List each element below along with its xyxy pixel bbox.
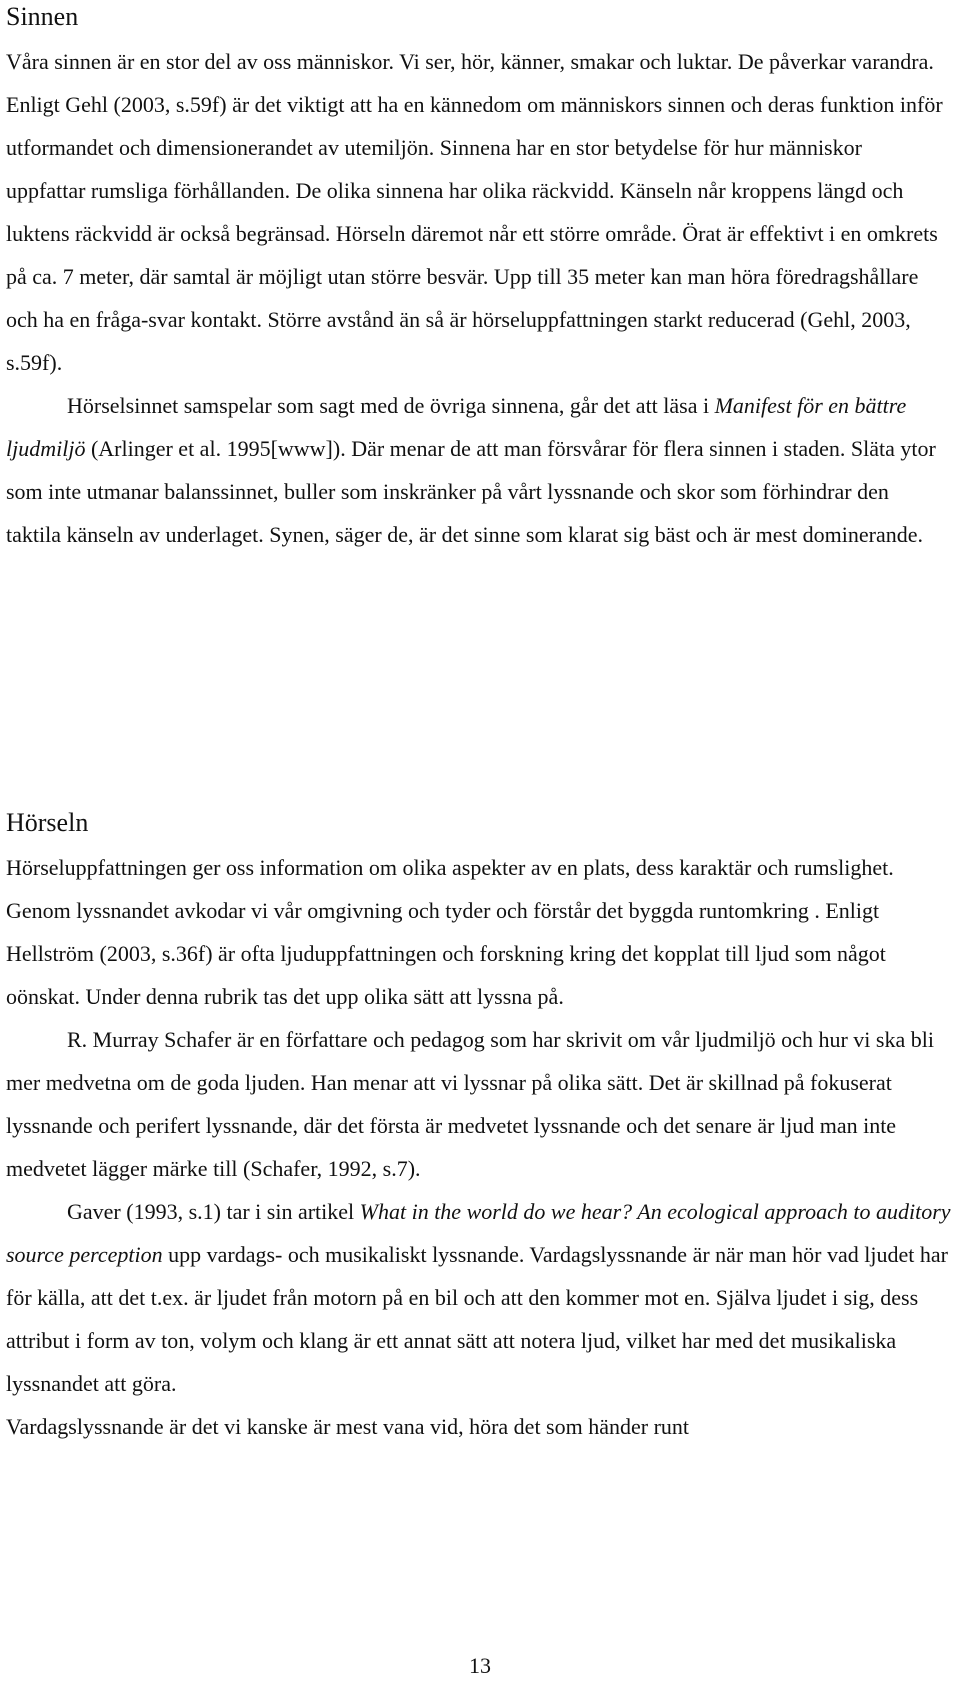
section-body-sinnen [6, 40, 946, 556]
page-number: 13 [469, 1653, 491, 1678]
paragraph-text: upp vardags- och musikaliskt lyssnande. Vardagslyssnande är när man hör vad ljudet har för källa, att det t.ex. är ljudet från motorn på en bil och att den kommer mot en. Själva ljudet i sig, dess attribut i form av ton, volym och klang är ett annat sätt att notera ljud, vilket har med det musikaliska lyssnandet att göra. [6, 1242, 948, 1396]
paragraph: Hörseluppfattningen ger oss information om olika aspekter av en plats, dess karaktär och rumslighet. Genom lyssnandet avkodar vi vår omgivning och tyder och förstår det byggda runtomkring . Enligt Hellström (2003, s.36f) är ofta ljuduppfattningen och forskning kring det kopplat till ljud som något oönskat. Under denna rubrik tas det upp olika sätt att lyssna på. [6, 855, 894, 1009]
paragraph-text: (Arlinger et al. 1995[www]). Där menar de att man försvårar för flera sinnen i staden. Släta ytor som inte utmanar balanssinnet, buller som inskränker på vårt lyssnande och skor som förhindrar den taktila känseln av underlaget. Synen, säger de, är det sinne som klarat sig bäst och är mest dominerande. [6, 436, 936, 547]
paragraph [6, 1190, 954, 1405]
section-body-horseln [6, 846, 954, 1448]
paragraph-text: Hörselsinnet samspelar som sagt med de övriga sinnena, går det att läsa i [67, 393, 715, 418]
paragraph [6, 384, 946, 556]
paragraph: Våra sinnen är en stor del av oss människor. Vi ser, hör, känner, smakar och luktar. De påverkar varandra. Enligt Gehl (2003, s.59f) är det viktigt att ha en kännedom om människors sinnen och deras funktion inför utformandet och dimensionerandet av utemiljön. Sinnena har en stor betydelse för hur människor uppfattar rumsliga förhållanden. De olika sinnena har olika räckvidd. Känseln når kroppens längd och luktens räckvidd är också begränsad. Hörseln däremot når ett större område. Örat är effektivt i en omkrets på ca. 7 meter, där samtal är möjligt utan större besvär. Upp till 35 meter kan man höra föredragshållare och ha en fråga-svar kontakt. Större avstånd än så är hörseluppfattningen starkt reducerad (Gehl, 2003, s.59f). [6, 49, 943, 375]
cited-title: Manifest för en bättre ljudmiljö [6, 393, 907, 461]
paragraph: R. Murray Schafer är en författare och pedagog som har skrivit om vår ljudmiljö och hur vi ska bli mer medvetna om de goda ljuden. Han menar att vi lyssnar på olika sätt. Det är skillnad på fokuserat lyssnande och perifert lyssnande, där det första är medvetet lyssnande och det senare är ljud man inte medvetet lägger märke till (Schafer, 1992, s.7). [6, 1027, 934, 1181]
section-heading-sinnen: Sinnen [6, 2, 79, 31]
section-heading-horseln: Hörseln [6, 808, 89, 837]
paragraph: Vardagslyssnande är det vi kanske är mest vana vid, höra det som händer runt [6, 1414, 690, 1439]
cited-title: What in the world do we hear? An ecological approach to auditory source perception [6, 1199, 951, 1267]
paragraph-text: Gaver (1993, s.1) tar i sin artikel [67, 1199, 360, 1224]
